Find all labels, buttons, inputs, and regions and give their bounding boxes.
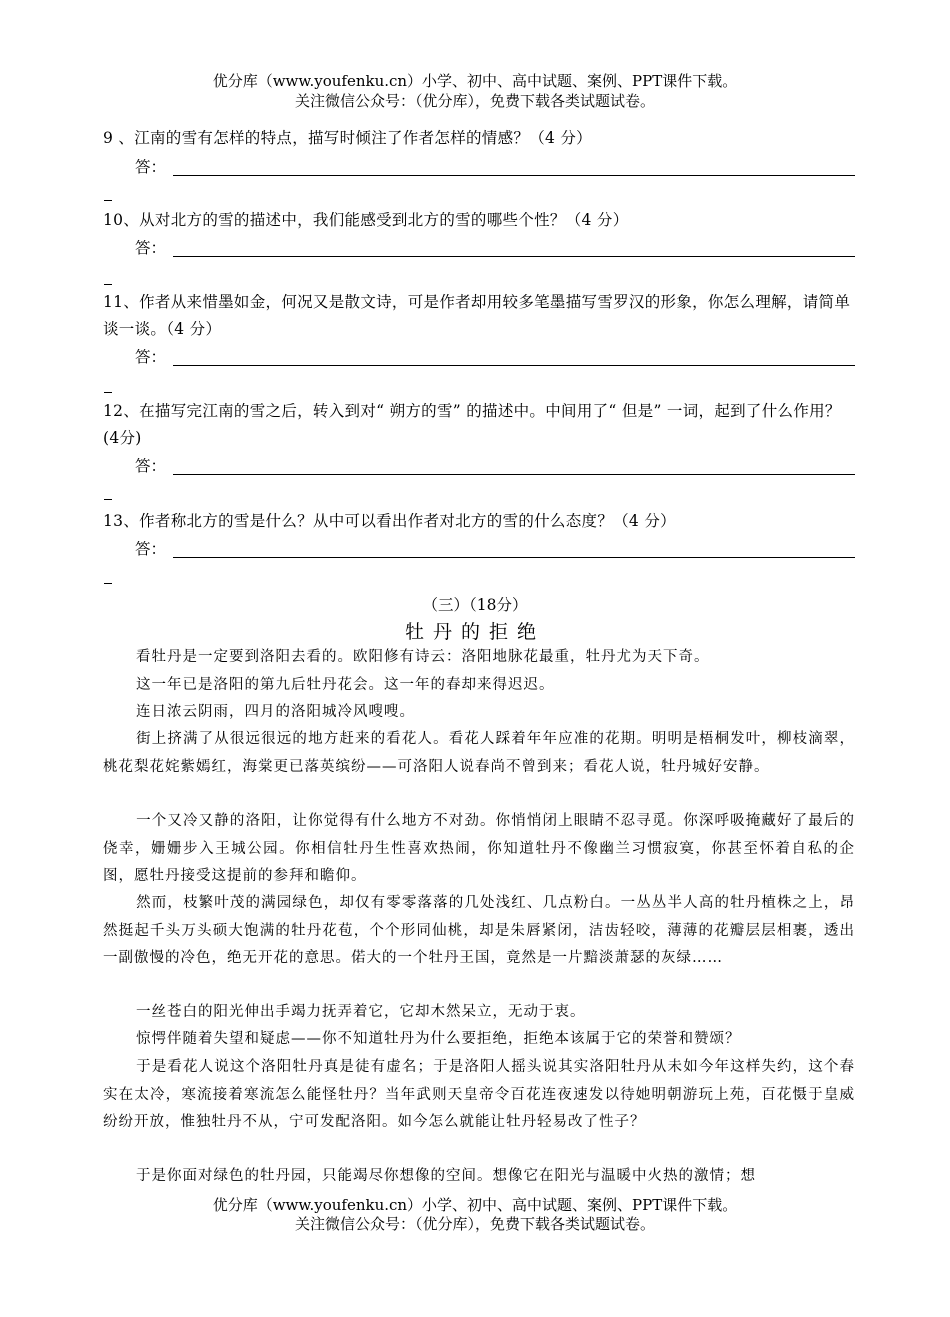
question-10: 10、从对北方的雪的描述中，我们能感受到北方的雪的哪些个性？（4 分） [103, 211, 629, 229]
answer-label: 答： [135, 239, 167, 257]
page-footer-line1: 优分库（www.youfenku.cn）小学、初中、高中试题、案例、PPT课件下载。 [212, 1196, 738, 1214]
answer-label: 答： [135, 158, 167, 176]
page-header-line1: 优分库（www.youfenku.cn）小学、初中、高中试题、案例、PPT课件下载。 [212, 72, 738, 90]
paragraph-7 [103, 999, 855, 1027]
page-footer-line2: 关注微信公众号：（优分库），免费下载各类试题试卷。 [294, 1215, 655, 1233]
paragraph-3 [103, 699, 855, 727]
paragraph-text: 街上挤满了从很远很远的地方赶来的看花人。看花人踩着年年应准的花期。明明是梧桐发叶，柳枝滴翠，桃花梨花姹紫嫣红，海棠更已落英缤纷——可洛阳人说春尚不曾到来；看花人说，牡丹城好安静。 [103, 731, 855, 775]
answer-label: 答： [135, 348, 167, 366]
answer-underline [173, 557, 855, 558]
page-header-line2: 关注微信公众号：（优分库），免费下载各类试题试卷。 [294, 92, 655, 110]
answer-line-tail [104, 499, 112, 500]
answer-line-tail [104, 392, 112, 393]
paragraph-5 [103, 808, 855, 891]
answer-underline [173, 474, 855, 475]
answer-line-tail [104, 200, 112, 201]
question-12: 12、在描写完江南的雪之后，转入到对“ 朔方的雪” 的描述中。中间用了“ 但是” 一词，起到了什么作用？(4分) [103, 402, 841, 447]
paragraph-text: 看牡丹是一定要到洛阳去看的。欧阳修有诗云：洛阳地脉花最重，牡丹尤为天下奇。 [136, 649, 710, 665]
answer-line-tail [104, 284, 112, 285]
paragraph-2 [103, 672, 855, 700]
passage-title: 牡丹的拒绝 [404, 621, 545, 643]
paragraph-text: 于是你面对绿色的牡丹园，只能竭尽你想像的空间。想像它在阳光与温暖中火热的激情；想 [136, 1168, 756, 1184]
paragraph-8 [103, 1026, 855, 1054]
paragraph-6 [103, 890, 855, 973]
answer-line-tail [104, 583, 112, 584]
paragraph-text: 连日浓云阴雨，四月的洛阳城冷风嗖嗖。 [136, 704, 415, 720]
answer-label: 答： [135, 457, 167, 475]
answer-underline [173, 365, 855, 366]
question-13: 13、作者称北方的雪是什么？从中可以看出作者对北方的雪的什么态度？（4 分） [103, 512, 676, 530]
paragraph-text: 一个又冷又静的洛阳，让你觉得有什么地方不对劲。你悄悄闭上眼睛不忍寻觅。你深呼吸掩藏好了最后的侥幸，姗姗步入王城公园。你相信牡丹生性喜欢热闹，你知道牡丹不像幽兰习惯寂寞，你甚至怀着自私的企图，愿牡丹接受这提前的参拜和瞻仰。 [103, 813, 855, 884]
answer-label: 答： [135, 540, 167, 558]
question-11: 11、作者从来惜墨如金，何况又是散文诗，可是作者却用较多笔墨描写雪罗汉的形象，你怎么理解，请简单谈一谈。（4 分） [103, 293, 851, 338]
answer-line-9[interactable] [135, 156, 855, 178]
answer-line-12[interactable] [135, 455, 855, 477]
paragraph-text: 于是看花人说这个洛阳牡丹真是徒有虚名；于是洛阳人摇头说其实洛阳牡丹从未如今年这样失约，这个春实在太冷，寒流接着寒流怎么能怪牡丹？当年武则天皇帝令百花连夜速发以待她明朝游玩上苑，百花慑于皇威纷纷开放，惟独牡丹不从，宁可发配洛阳。如今怎么就能让牡丹轻易改了性子？ [103, 1059, 855, 1130]
answer-underline [173, 256, 855, 257]
paragraph-text: 惊愕伴随着失望和疑虑——你不知道牡丹为什么要拒绝，拒绝本该属于它的荣誉和赞颂？ [136, 1031, 741, 1047]
paragraph-10 [103, 1163, 855, 1191]
paragraph-text: 这一年已是洛阳的第九后牡丹花会。这一年的春却来得迟迟。 [136, 677, 555, 693]
paragraph-1 [103, 644, 855, 672]
section-heading: （三）（18分） [422, 596, 528, 614]
answer-underline [173, 175, 855, 176]
answer-line-11[interactable] [135, 346, 855, 368]
paragraph-9 [103, 1054, 855, 1137]
paragraph-text: 然而，枝繁叶茂的满园绿色，却仅有零零落落的几处浅红、几点粉白。一丛丛半人高的牡丹植株之上，昂然挺起千头万头硕大饱满的牡丹花苞，个个形同仙桃，却是朱唇紧闭，洁齿轻咬，薄薄的花瓣层层相裹，透出一副傲慢的冷色，绝无开花的意思。偌大的一个牡丹王国，竟然是一片黯淡萧瑟的灰绿…… [103, 895, 855, 966]
paragraph-text: 一丝苍白的阳光伸出手竭力抚弄着它，它却木然呆立，无动于衷。 [136, 1004, 586, 1020]
answer-line-13[interactable] [135, 538, 855, 560]
answer-line-10[interactable] [135, 237, 855, 259]
paragraph-4 [103, 726, 855, 781]
question-9: 9 、江南的雪有怎样的特点，描写时倾注了作者怎样的情感？（4 分） [103, 129, 592, 147]
